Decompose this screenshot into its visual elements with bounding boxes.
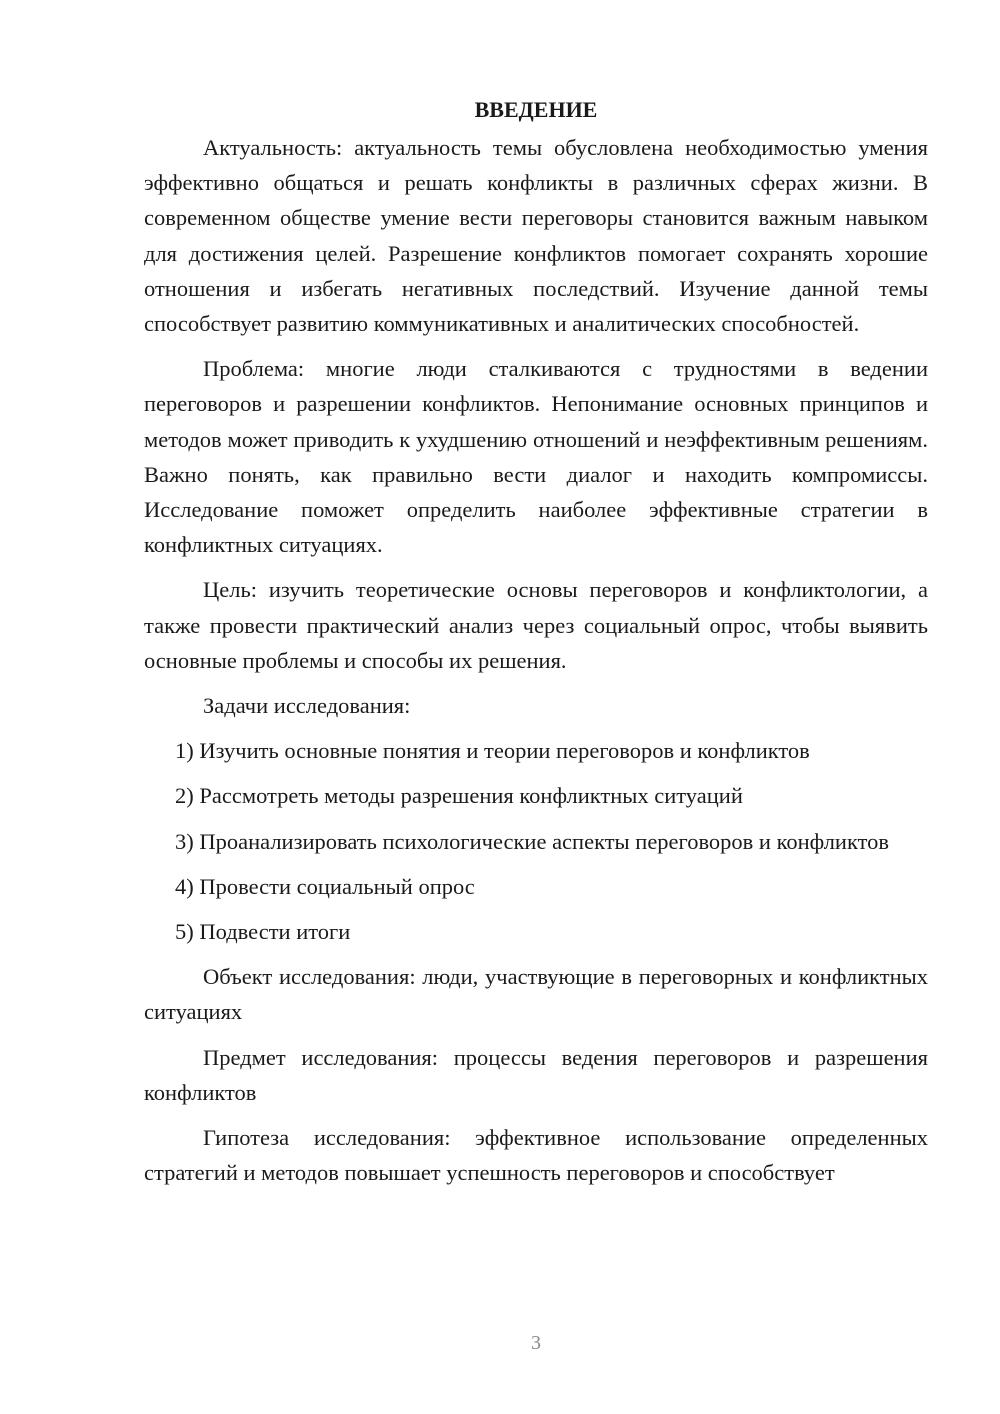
task-item: 4) Провести социальный опрос — [175, 873, 475, 899]
task-item: 1) Изучить основные понятия и теории переговоров и конфликтов — [175, 738, 810, 764]
task-item: 3) Проанализировать психологические аспекты переговоров и конфликтов — [175, 828, 890, 854]
tasks-heading: Задачи исследования: — [203, 693, 411, 719]
hypothesis-paragraph: Гипотеза исследования: эффективное использование определенных стратегий и методов повышает успешность переговоров и способствует — [144, 1125, 928, 1186]
task-item: 2) Рассмотреть методы разрешения конфликтных ситуаций — [175, 783, 743, 809]
document-page — [144, 92, 928, 1200]
subject-paragraph: Предмет исследования: процессы ведения переговоров и разрешения конфликтов — [144, 1044, 928, 1105]
relevance-paragraph: Актуальность: актуальность темы обусловлена необходимостью умения эффективно общаться и решать конфликты в различных сферах жизни. В современном обществе умение вести переговоры становится важным навыком для достижения целей. Разрешение конфликтов помогает сохранять хорошие отношения и избегать негативных последствий. Изучение данной темы способствует развитию коммуникативных и аналитических способностей. — [144, 135, 928, 337]
page-number: 3 — [531, 1332, 541, 1354]
goal-paragraph: Цель: изучить теоретические основы переговоров и конфликтологии, а также провести практический анализ через социальный опрос, чтобы выявить основные проблемы и способы их решения. — [144, 577, 928, 673]
section-title: ВВЕДЕНИЕ — [474, 97, 598, 122]
problem-paragraph: Проблема: многие люди сталкиваются с трудностями в ведении переговоров и разрешении конфликтов. Непонимание основных принципов и методов может приводить к ухудшению отношений и неэффективным решениям. Важно понять, как правильно вести диалог и находить компромиссы. Исследование поможет определить наиболее эффективные стратегии в конфликтных ситуациях. — [144, 356, 928, 558]
object-paragraph: Объект исследования: люди, участвующие в переговорных и конфликтных ситуациях — [144, 964, 928, 1025]
task-item: 5) Подвести итоги — [175, 919, 351, 945]
